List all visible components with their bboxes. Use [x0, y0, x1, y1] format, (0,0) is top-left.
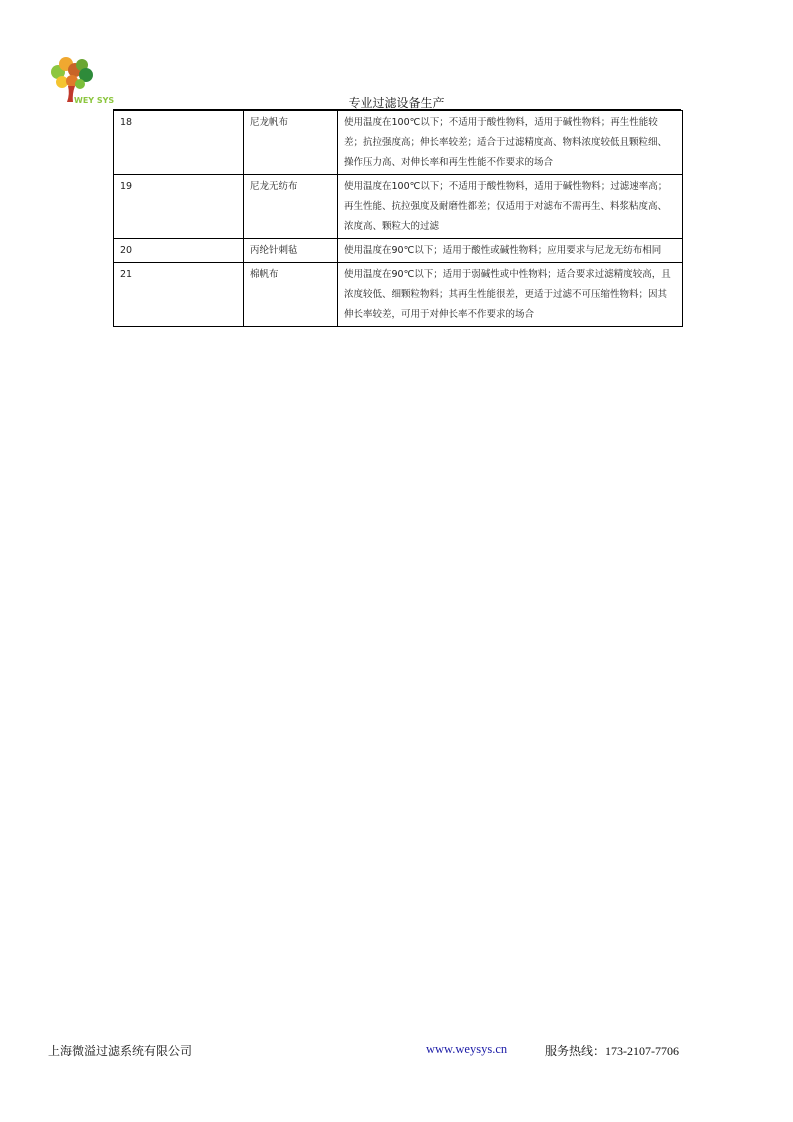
material-name: 棉帆布 — [244, 263, 338, 327]
footer-hotline — [545, 1042, 679, 1059]
table-row — [114, 239, 683, 263]
hotline-label: 服务热线： — [545, 1044, 606, 1058]
filter-cloth-table — [113, 110, 683, 327]
row-number: 21 — [114, 263, 244, 327]
hotline-number: 173-2107-7706 — [605, 1044, 680, 1058]
footer-website-link[interactable]: www.weysys.cn — [426, 1042, 508, 1056]
table-row — [114, 263, 683, 327]
table-row — [114, 175, 683, 239]
row-number: 18 — [114, 111, 244, 175]
material-description: 使用温度在100℃以下；不适用于酸性物料，适用于碱性物料；再生性能较差；抗拉强度高；伸长率较差；适合于过滤精度高、物料浓度较低且颗粒细、操作压力高、对伸长率和再生性能不作要求的场合 — [338, 111, 683, 175]
material-description: 使用温度在90℃以下；适用于酸性或碱性物料；应用要求与尼龙无纺布相同 — [338, 239, 683, 263]
footer-company-name: 上海微溢过滤系统有限公司 — [48, 1044, 193, 1058]
material-name: 丙纶针刺毡 — [244, 239, 338, 263]
page-header-title: 专业过滤设备生产 — [348, 96, 445, 110]
material-description: 使用温度在100℃以下；不适用于酸性物料，适用于碱性物料；过滤速率高；再生性能、抗拉强度及耐磨性都差；仅适用于对滤布不需再生、料浆粘度高、浓度高、颗粒大的过滤 — [338, 175, 683, 239]
material-name: 尼龙无纺布 — [244, 175, 338, 239]
material-description: 使用温度在90℃以下；适用于弱碱性或中性物料；适合要求过滤精度较高，且浓度较低、细颗粒物料；其再生性能很差，更适于过滤不可压缩性物料；因其伸长率较差，可用于对伸长率不作要求的场合 — [338, 263, 683, 327]
row-number: 20 — [114, 239, 244, 263]
table-row — [114, 111, 683, 175]
material-name: 尼龙帆布 — [244, 111, 338, 175]
row-number: 19 — [114, 175, 244, 239]
logo-text: WEY SYS — [74, 96, 115, 105]
